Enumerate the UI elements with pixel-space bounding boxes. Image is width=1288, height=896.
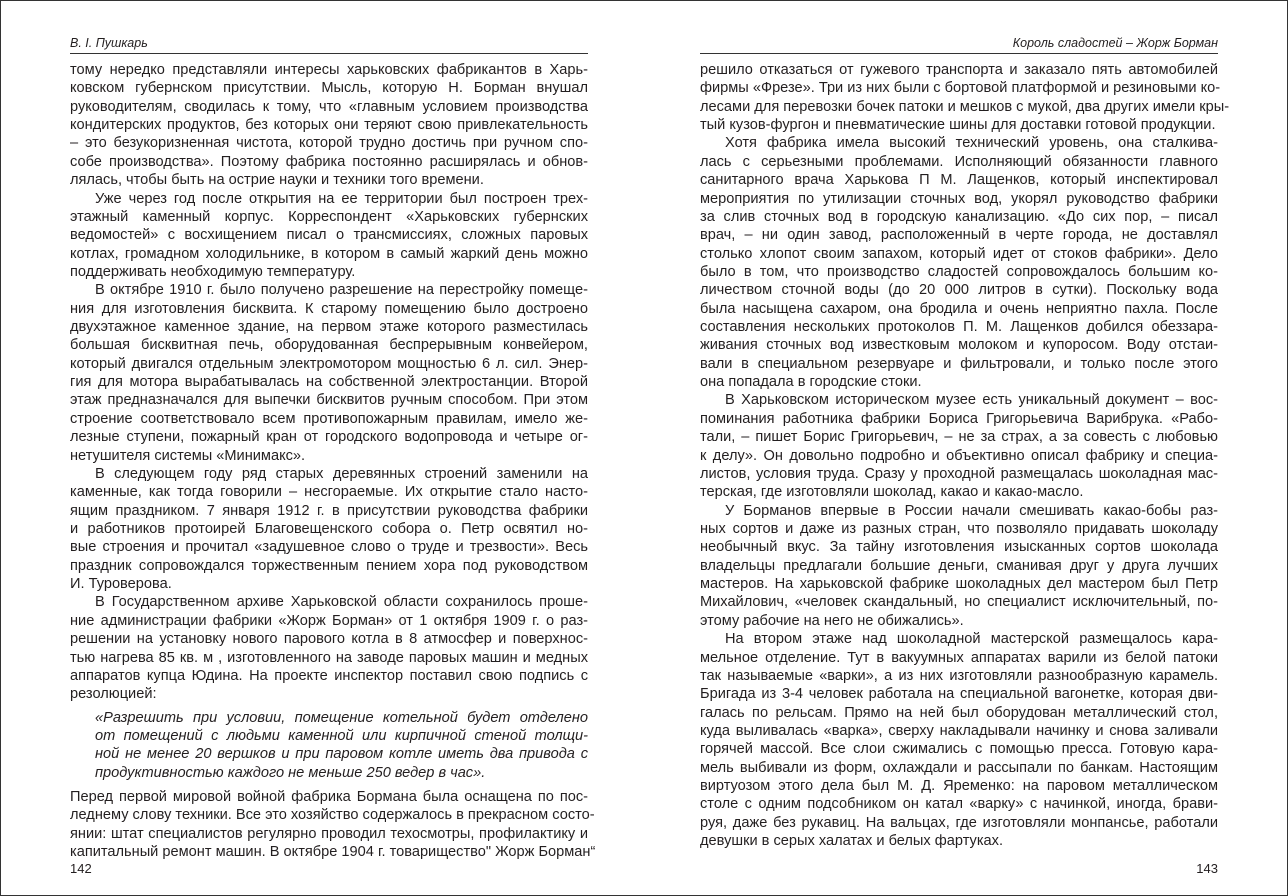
text-line: этажный каменный корпус. Корреспондент «Харьковских губернских <box>70 208 588 225</box>
text-line: было в том, что производство сладостей сопровождалось большим ко- <box>700 263 1218 280</box>
text-line: руководителям, сводилась к тому, что «главным условием производства <box>70 98 588 115</box>
text-line: мельное отделение. Тут в вакуумных аппаратах варили из белой патоки <box>700 649 1218 666</box>
text-line: решило отказаться от гужевого транспорта и заказало пять автомобилей <box>700 62 1218 78</box>
text-line: кондитерских продуктов, без которых они теряют свою привлекательность <box>70 117 588 134</box>
text-line: терская, где изготовляли шоколад, какао и какао-масло. <box>700 484 1084 501</box>
paragraph <box>70 190 588 282</box>
text-line: И. Туроверова. <box>70 576 172 593</box>
page-body <box>700 61 1230 850</box>
text-line: строение соответствовало всем противопожарным правилам, имело же- <box>70 410 588 427</box>
text-line: который двигался отдельным электромотором мощностью 6 л. сил. Энер- <box>70 355 588 372</box>
paragraph <box>70 281 588 465</box>
page-body <box>70 61 596 861</box>
text-line: мероприятия по утилизации сточных вод, укорял руководство фабрики <box>700 190 1218 207</box>
running-head: В. І. Пушкарь <box>70 36 588 54</box>
text-line: большая бисквитная печь, оборудованная беспрерывным конвейером, <box>70 337 588 354</box>
text-line: за слив сточных вод в городскую канализацию. «До сих пор, – писал <box>700 208 1218 225</box>
text-line: гия для мотора вырабатывалась на собственной электростанции. Второй <box>70 374 588 391</box>
text-line: ковском губернском присутствии. Мысль, которую Н. Борман внушал <box>70 80 588 97</box>
text-line: резолюцией: <box>70 686 157 703</box>
text-line: праздник сопровождался торжественным пением хора под руководством <box>70 557 588 574</box>
text-line: она попадала в городские стоки. <box>700 374 922 391</box>
block-quote <box>70 709 588 782</box>
text-line: В октябре 1910 г. было получено разрешение на перестройку помеще- <box>95 282 588 299</box>
text-line: ной не менее 20 вершков и при паровом котле иметь два привода с <box>95 746 588 763</box>
text-line: столе с одним подсобником он катал «варку» с начинкой, иногда, брави- <box>700 796 1218 813</box>
text-line: и работников протоирей Благовещенского собора о. Петр освятил но- <box>70 520 588 537</box>
paragraph <box>700 391 1218 501</box>
text-line: ние администрации фабрики «Жорж Борман» от 1 октября 1909 г. о раз- <box>70 612 588 629</box>
text-line: галась по рельсам. Прямо на ней был оборудован металлический стол, <box>700 704 1218 721</box>
paragraph <box>70 61 588 190</box>
text-line: тали, – пишет Борис Григорьевич, – не за страх, а за совесть с любовью <box>700 429 1218 446</box>
text-line: поддерживать необходимую температуру. <box>70 263 356 280</box>
paragraph <box>700 630 1218 850</box>
text-line: «Разрешить при условии, помещение котельной будет отделено <box>95 709 588 726</box>
text-line: тому нередко представляли интересы харьковских фабрикантов в Харь- <box>70 62 588 78</box>
text-line: янии: штат специалистов регулярно проводил техосмотры, профилактику и <box>70 825 588 842</box>
paragraph <box>700 134 1218 391</box>
text-line: листов, условия труда. Сразу у проходной размещалась шоколадная мас- <box>700 465 1218 482</box>
text-line: продуктивностью каждого не меньше 250 ведер в час». <box>95 764 486 781</box>
text-line: лялась, чтобы быть на острие науки и техники того времени. <box>70 172 484 189</box>
text-line: руя, даже без рукавиц. На вальцах, где изготовляли монпансье, работали <box>700 814 1218 831</box>
text-line: так называемые «варки», а из них изготовляли разнообразную карамель. <box>700 667 1218 684</box>
text-line: столько хлопот своим запахом, который идет от стоков фабрики». Дело <box>700 245 1218 262</box>
text-line: собе производства». Поэтому фабрика постоянно расширялась и обнов- <box>70 153 588 170</box>
text-line: лесами для перевозки бочек патоки и мешков с мукой, два других имели кры- <box>700 98 1230 115</box>
text-line: от помещений с людьми каменной или кирпичной стеной толщи- <box>95 727 588 744</box>
text-line: тью нагрева 85 кв. м , изготовленного на заводе паровых машин и медных <box>70 649 588 666</box>
text-line: Уже через год после открытия на ее территории был построен трех- <box>95 190 588 207</box>
text-line: В Харьковском историческом музее есть уникальный документ – вос- <box>725 392 1218 409</box>
text-line: тый кузов-фургон и пневматические шины для доставки готовой продукции. <box>700 117 1216 134</box>
text-line: была насыщена сахаром, она бродила и очень неприятно пахла. После <box>700 300 1218 317</box>
text-line: виртуозом этого дела был М. Д. Яременко: на паровом металлическом <box>700 778 1218 795</box>
text-line: На втором этаже над шоколадной мастерской размещалось кара- <box>725 631 1218 648</box>
text-line: В Государственном архиве Харьковской области сохранилось проше- <box>95 594 588 611</box>
text-line: ящим праздником. 7 января 1912 г. в присутствии руководства фабрики <box>70 502 588 519</box>
text-line: Бригада из 3-4 человек работала на специальной вагонетке, которая дви- <box>700 686 1218 703</box>
text-line: лезные ступени, пожарный кран от городского водопровода и четыре ог- <box>70 429 588 446</box>
text-line: необычный вкус. За тайну изготовления изысканных сортов шоколада <box>700 539 1218 556</box>
text-line: каменные, как тогда говорили – несгораемые. Их открытие стало насто- <box>70 484 588 501</box>
page-number: 143 <box>1196 861 1218 876</box>
paragraph <box>70 788 596 861</box>
text-line: нетушителя системы «Минимакс». <box>70 447 306 464</box>
text-line: В следующем году ряд старых деревянных строений заменили на <box>95 465 588 482</box>
text-line: двухэтажное каменное здание, на первом этаже которого разместилась <box>70 319 588 336</box>
paragraph <box>70 465 588 594</box>
text-line: вали в специальном резервуаре и фильтровали, и только после этого <box>700 355 1218 372</box>
text-line: мель выбивали из форм, охлаждали и рассыпали по банкам. Настоящим <box>700 759 1218 776</box>
left-page <box>70 0 596 896</box>
text-line: У Борманов впервые в России начали смешивать какао-бобы раз- <box>725 502 1218 519</box>
paragraph <box>700 61 1230 134</box>
text-line: санитарного врача Харькова П М. Лащенков, который инспектировал <box>700 172 1218 189</box>
text-line: аппаратов купца Юдина. На проекте инспектор поставил свою подпись с <box>70 667 588 684</box>
text-line: Михайлович, «человек скандальный, но специалист исключительный, по- <box>700 594 1218 611</box>
text-line: ведомостей» с восхищением писал о трансмиссиях, сложных паровых <box>70 227 588 244</box>
text-line: составления нескольких протоколов П. М. Лащенков добился обеззара- <box>700 319 1218 336</box>
running-head: Король сладостей – Жорж Борман <box>700 36 1218 54</box>
text-line: поминания работника фабрики Бориса Григорьевича Варибрука. «Рабо- <box>700 410 1218 427</box>
paragraph <box>70 593 588 703</box>
text-line: живания сточных вод известковым молоком и купоросом. Воду отстаи- <box>700 337 1218 354</box>
text-line: леднему слову техники. Все это хозяйство содержалось в прекрасном состо- <box>70 807 595 824</box>
text-line: куда выливалась «варка», сверху накладывали начинку и снова заливали <box>700 722 1218 739</box>
text-line: решении на установку нового парового котла в 8 атмосфер и поверхнос- <box>70 631 588 648</box>
text-line: – это безукоризненная чистота, которой трудно достичь при ручном спо- <box>70 135 588 152</box>
text-line: мастеров. На харьковской фабрике шоколадных дел мастером был Петр <box>700 576 1218 593</box>
text-line: ния для изготовления бисквита. К старому помещению было достроено <box>70 300 588 317</box>
text-line: владельцы предлагали большие деньги, сманивая друг у друга лучших <box>700 557 1218 574</box>
text-line: фирмы «Фрезе». Три из них были с бортовой платформой и резиновыми ко- <box>700 80 1221 97</box>
text-line: ных сортов и даже из разных стран, что позволяло придавать шоколаду <box>700 520 1218 537</box>
text-line: этаж предназначался для выпечки бисквитов ручным способом. При этом <box>70 392 588 409</box>
text-line: этому рабочие на него не обижались». <box>700 612 964 629</box>
text-line: капитальный ремонт машин. В октябре 1904 г. товарищество" Жорж Борман“ <box>70 844 596 861</box>
text-line: котлах, громадном холодильнике, в котором в самый жаркий день можно <box>70 245 588 262</box>
text-line: врач, – ни один завод, расположенный в черте города, не доставлял <box>700 227 1218 244</box>
text-line: Перед первой мировой войной фабрика Бормана была оснащена по пос- <box>70 789 588 806</box>
right-page <box>700 0 1230 896</box>
text-line: девушки в серых халатах и белых фартуках. <box>700 833 1004 850</box>
paragraph <box>700 502 1218 631</box>
text-line: Хотя фабрика имела высокий технический уровень, она сталкива- <box>725 135 1218 152</box>
text-line: личеством сточной воды (до 20 000 литров в сутки). Поскольку вода <box>700 282 1218 299</box>
text-line: вые строения и прочитал «задушевное слово о труде и трезвости». Весь <box>70 539 588 556</box>
text-line: к делу». Он довольно подробно и объективно описал фабрику и специа- <box>700 447 1218 464</box>
text-line: горячей массой. Все слои сжимались с помощью пресса. Готовую кара- <box>700 741 1218 758</box>
page-number: 142 <box>70 861 92 876</box>
text-line: лась с серьезными проблемами. Исполняющий обязанности главного <box>700 153 1218 170</box>
